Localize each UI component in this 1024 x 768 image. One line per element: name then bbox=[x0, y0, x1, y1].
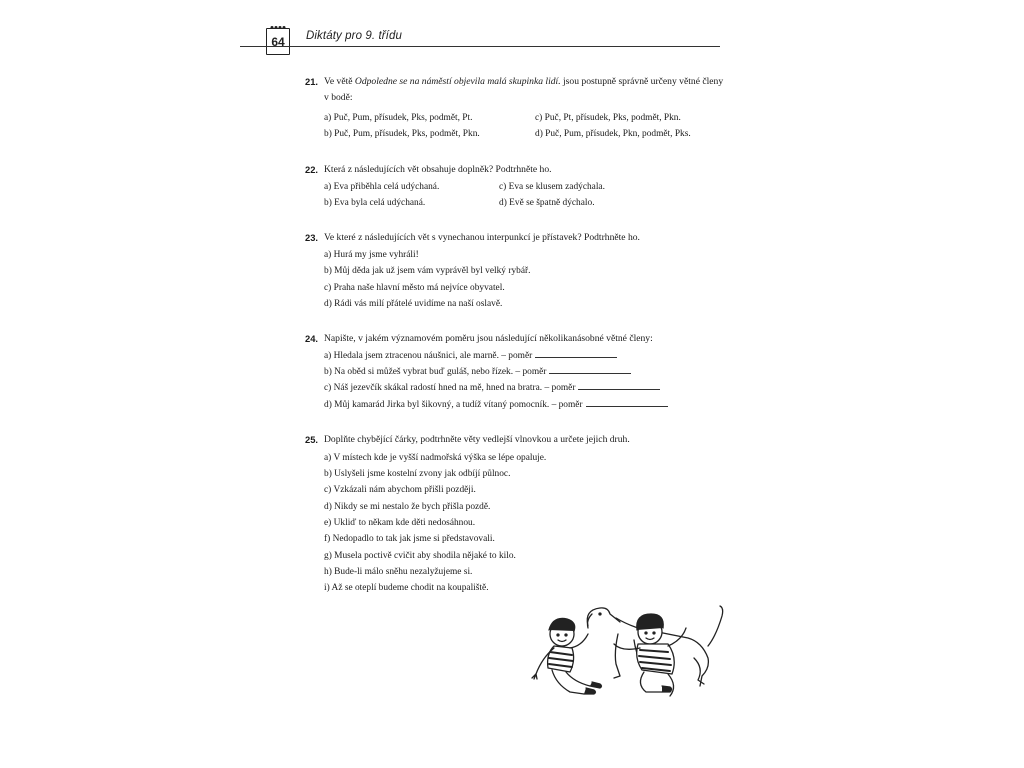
option: i) Až se oteplí budeme chodit na koupaliště. bbox=[324, 583, 489, 593]
running-header-title: Diktáty pro 9. třídu bbox=[306, 30, 402, 42]
option: b) Na oběd si můžeš vybrat buď guláš, nebo řízek. – poměr bbox=[324, 364, 631, 380]
example-sentence: Odpoledne se na náměstí objevila malá skupinka lidí. bbox=[354, 76, 561, 87]
right-kid bbox=[614, 614, 686, 696]
answer-blank[interactable] bbox=[586, 397, 668, 407]
header-rule bbox=[240, 46, 720, 47]
question-text: Ve které z následujících vět s vynechanou interpunkcí je přístavek? Podtrhněte ho. bbox=[324, 232, 640, 243]
spiral-rings-icon bbox=[269, 25, 287, 30]
option: b) Eva byla celá udýchaná. bbox=[324, 198, 426, 208]
question-number: 22. bbox=[305, 164, 319, 175]
option: h) Bude-li málo sněhu nezalyžujeme si. bbox=[324, 567, 473, 577]
option: b) Uslyšeli jsme kostelní zvony jak odbíjí půlnoc. bbox=[324, 469, 511, 479]
question-text: Doplňte chybějící čárky, podtrhněte věty vedlejší vlnovkou a určete jejich druh. bbox=[324, 434, 630, 445]
option: c) Eva se klusem zadýchala. bbox=[499, 182, 605, 192]
option: d) Rádi vás milí přátelé uvidíme na naší oslavě. bbox=[324, 299, 503, 309]
question-text: Napište, v jakém významovém poměru jsou následující několikanásobné větné členy: bbox=[324, 333, 653, 344]
question-number: 23. bbox=[305, 232, 319, 243]
option: a) Puč, Pum, přísudek, Pks, podmět, Pt. bbox=[324, 113, 473, 123]
option: d) Můj kamarád Jirka byl šikovný, a tudíž vítaný pomocník. – poměr bbox=[324, 397, 668, 413]
question-number: 24. bbox=[305, 333, 319, 344]
answer-blank[interactable] bbox=[535, 348, 617, 358]
option: c) Náš jezevčík skákal radostí hned na mě, hned na bratra. – poměr bbox=[324, 380, 660, 396]
option: a) V místech kde je vyšší nadmořská výška se lépe opaluje. bbox=[324, 453, 547, 463]
option: f) Nedopadlo to tak jak jsme si představovali. bbox=[324, 534, 495, 544]
question-number: 21. bbox=[305, 76, 319, 87]
option: c) Praha naše hlavní město má nejvíce obyvatel. bbox=[324, 283, 505, 293]
option: b) Můj děda jak už jsem vám vyprávěl byl velký rybář. bbox=[324, 266, 531, 276]
left-kid bbox=[532, 618, 602, 694]
option: g) Musela poctivě cvičit aby shodila nějaké to kilo. bbox=[324, 551, 516, 561]
kids-and-dog-illustration bbox=[518, 604, 732, 704]
option: a) Eva přiběhla celá udýchaná. bbox=[324, 182, 440, 192]
question-number: 25. bbox=[305, 434, 319, 445]
question-text: Ve větě Odpoledne se na náměstí objevila malá skupinka lidí. jsou postupně správně určeny větné členy v bodě: bbox=[324, 76, 724, 103]
option: d) Nikdy se mi nestalo že bych přišla pozdě. bbox=[324, 502, 491, 512]
option: d) Evě se špatně dýchalo. bbox=[499, 198, 595, 208]
option: c) Vzkázali nám abychom přišli později. bbox=[324, 485, 476, 495]
answer-blank[interactable] bbox=[549, 364, 631, 374]
option: b) Puč, Pum, přísudek, Pks, podmět, Pkn. bbox=[324, 129, 480, 139]
option: a) Hurá my jsme vyhráli! bbox=[324, 250, 419, 260]
answer-blank[interactable] bbox=[578, 380, 660, 390]
option: a) Hledala jsem ztracenou náušnici, ale marně. – poměr bbox=[324, 348, 617, 364]
page-number: 64 bbox=[271, 35, 285, 49]
option: e) Ukliď to někam kde děti nedosáhnou. bbox=[324, 518, 476, 528]
option: d) Puč, Pum, přísudek, Pkn, podmět, Pks. bbox=[535, 129, 691, 139]
option: c) Puč, Pt, přísudek, Pks, podmět, Pkn. bbox=[535, 113, 681, 123]
question-text: Která z následujících vět obsahuje doplněk? Podtrhněte ho. bbox=[324, 164, 552, 175]
page-number-notepad bbox=[266, 28, 290, 55]
